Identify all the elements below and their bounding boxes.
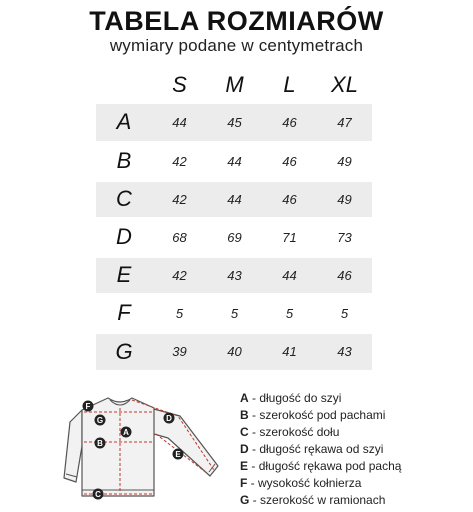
table-cell: 46 [262,180,317,218]
marker-c [93,489,104,500]
legend-item: E - długość rękawa pod pachą [240,459,402,473]
legend-key: E [240,459,249,473]
sweatshirt-diagram [50,386,240,508]
svg-text:A: A [123,428,129,438]
legend-item: F - wysokość kołnierza [240,476,362,490]
table-cell: 49 [317,142,372,180]
left-sleeve [64,410,82,482]
size-header-m: M [225,72,244,97]
legend-text: długość rękawa od szyi [259,442,384,456]
table-cell: 42 [152,142,207,180]
marker-a [121,427,132,438]
table-cell: 44 [207,180,262,218]
table-cell: 5 [317,294,372,332]
legend-text: wysokość kołnierza [258,476,362,490]
legend-key: F [240,476,248,490]
legend-text: szerokość pod pachami [259,408,386,422]
table-cell: 49 [317,180,372,218]
table-cell: 68 [152,218,207,256]
legend-text: długość do szyi [259,391,342,405]
marker-g [95,415,106,426]
table-row [96,104,372,142]
row-label: G [96,332,152,370]
legend-key: G [240,493,250,507]
svg-text:F: F [85,402,91,412]
legend-item: D - długość rękawa od szyi [240,442,384,456]
table-cell: 73 [317,218,372,256]
table-cell: 41 [262,332,317,370]
table-cell: 44 [207,142,262,180]
table-cell: 71 [262,218,317,256]
table-cell: 5 [152,294,207,332]
table-cell: 42 [152,256,207,294]
marker-f [83,401,94,412]
svg-text:B: B [97,439,103,449]
legend-key: A [240,391,249,405]
svg-text:D: D [166,414,172,424]
svg-text:C: C [95,490,101,500]
legend-key: B [240,408,249,422]
table-cell: 46 [262,142,317,180]
corner-cell [96,66,152,104]
table-cell: 46 [317,256,372,294]
table-row [96,332,372,370]
table-cell: 39 [152,332,207,370]
legend-key: D [240,442,249,456]
legend-item: C - szerokość dołu [240,425,340,439]
table-cell: 5 [207,294,262,332]
row-label: A [116,109,132,135]
svg-text:E: E [175,450,181,460]
table-row [96,256,372,294]
page-subtitle: wymiary podane w centymetrach [109,36,364,55]
row-label: B [96,142,152,180]
size-header-l: L [283,72,296,97]
table-row [96,180,372,218]
table-row [96,142,372,180]
legend-item: G - szerokość w ramionach [240,493,386,507]
marker-d [164,413,175,424]
table-row [96,218,372,256]
legend-text: długość rękawa pod pachą [258,459,402,473]
table-row [96,294,372,332]
row-label: F [96,294,152,332]
legend-item: B - szerokość pod pachami [240,408,386,422]
table-cell: 44 [262,256,317,294]
right-sleeve [150,408,218,476]
marker-b [95,438,106,449]
svg-text:G: G [96,416,104,426]
table-cell: 46 [282,114,297,130]
size-table [96,66,372,370]
table-cell: 44 [172,114,187,130]
size-header-xl: XL [331,72,358,97]
table-cell: 5 [262,294,317,332]
table-cell: 43 [207,256,262,294]
legend-text: szerokość w ramionach [260,493,386,507]
row-label: C [96,180,152,218]
page-title: TABELA ROZMIARÓW [89,6,384,36]
row-label: D [96,218,152,256]
body-outline [82,398,154,496]
legend-text: szerokość dołu [259,425,340,439]
table-cell: 47 [337,114,352,130]
table-cell: 40 [207,332,262,370]
table-cell: 69 [207,218,262,256]
size-header-s: S [172,72,187,97]
size-header-row [96,66,372,104]
table-cell: 43 [317,332,372,370]
table-cell: 45 [227,114,242,130]
legend-item: A - długość do szyi [240,391,342,405]
measurement-legend [240,390,401,509]
table-cell: 42 [152,180,207,218]
marker-e [173,449,184,460]
row-label: E [96,256,152,294]
legend-key: C [240,425,249,439]
